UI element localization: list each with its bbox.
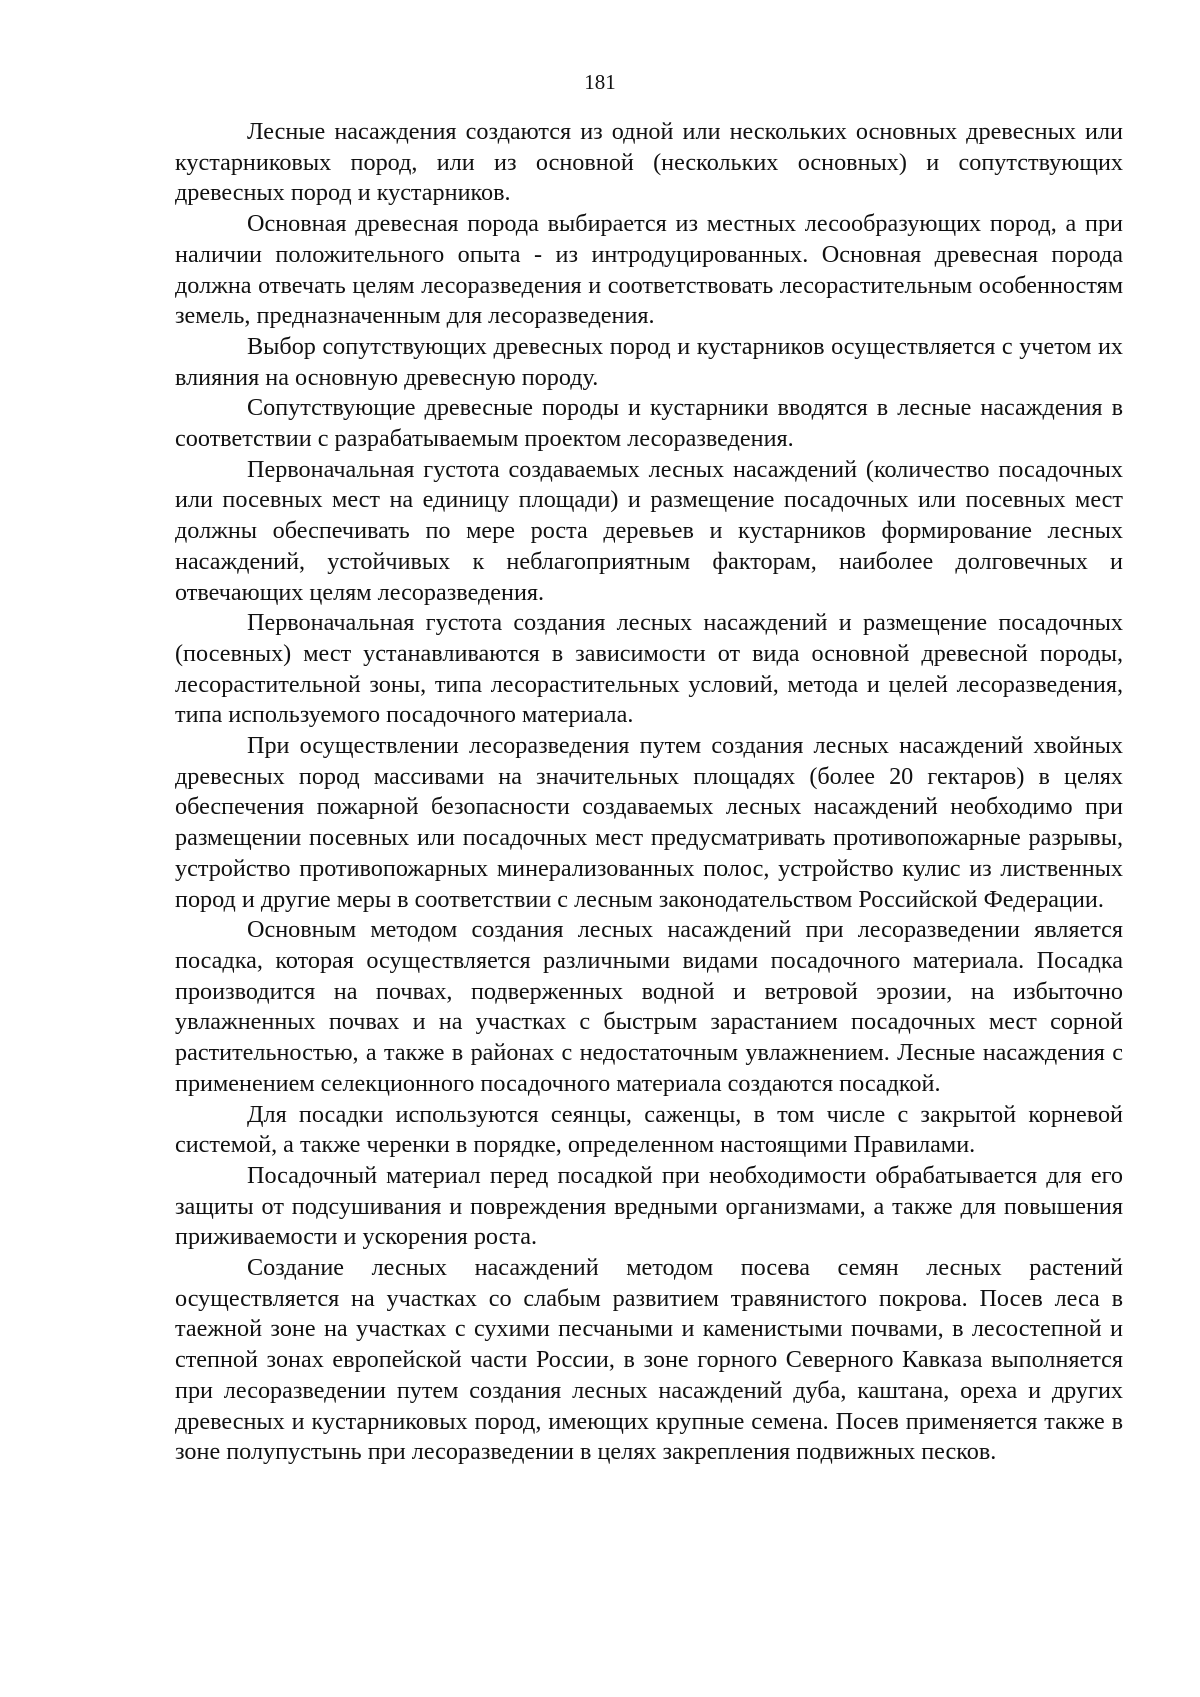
paragraph: Выбор сопутствующих древесных пород и кустарников осуществляется с учетом их влияния на основную древесную породу.	[175, 332, 1123, 391]
paragraph: Сопутствующие древесные породы и кустарники вводятся в лесные насаждения в соответствии с разрабатываемым проектом лесоразведения.	[175, 394, 1123, 453]
body-text	[175, 117, 1123, 1468]
paragraph: Основная древесная порода выбирается из местных лесообразующих пород, а при наличии положительного опыта - из интродуцированных. Основная древесная порода должна отвечать целям лесоразведения и соответствовать лесорастительным особенностям земель, предназначенным для лесоразведения.	[175, 210, 1123, 330]
paragraph: Для посадки используются сеянцы, саженцы, в том числе с закрытой корневой системой, а также черенки в порядке, определенном настоящими Правилами.	[175, 1100, 1123, 1159]
paragraph: При осуществлении лесоразведения путем создания лесных насаждений хвойных древесных пород массивами на значительных площадях (более 20 гектаров) в целях обеспечения пожарной безопасности создаваемых лесных насаждений необходимо при размещении посевных или посадочных мест предусматривать противопожарные разрывы, устройство противопожарных минерализованных полос, устройство кулис из лиственных пород и другие меры в соответствии с лесным законодательством Российской Федерации.	[175, 732, 1123, 913]
paragraph: Основным методом создания лесных насаждений при лесоразведении является посадка, которая осуществляется различными видами посадочного материала. Посадка производится на почвах, подверженных водной и ветровой эрозии, на избыточно увлажненных почвах и на участках с быстрым зарастанием посадочных мест сорной растительностью, а также в районах с недостаточным увлажнением. Лесные насаждения с применением селекционного посадочного материала создаются посадкой.	[175, 916, 1123, 1097]
paragraph: Посадочный материал перед посадкой при необходимости обрабатывается для его защиты от подсушивания и повреждения вредными организмами, а также для повышения приживаемости и ускорения роста.	[175, 1161, 1123, 1251]
paragraph: Первоначальная густота создания лесных насаждений и размещение посадочных (посевных) мест устанавливаются в зависимости от вида основной древесной породы, лесорастительной зоны, типа лесорастительных условий, метода и целей лесоразведения, типа используемого посадочного материала.	[175, 609, 1123, 729]
paragraph: Создание лесных насаждений методом посева семян лесных растений осуществляется на участках со слабым развитием травянистого покрова. Посев леса в таежной зоне на участках с сухими песчаными и каменистыми почвами, в лесостепной и степной зонах европейской части России, в зоне горного Северного Кавказа выполняется при лесоразведении путем создания лесных насаждений дуба, каштана, ореха и других древесных и кустарниковых пород, имеющих крупные семена. Посев применяется также в зоне полупустынь при лесоразведении в целях закрепления подвижных песков.	[175, 1254, 1123, 1466]
page-number: 181	[584, 70, 616, 94]
paragraph: Лесные насаждения создаются из одной или нескольких основных древесных или кустарниковых пород, или из основной (нескольких основных) и сопутствующих древесных пород и кустарников.	[175, 118, 1123, 207]
paragraph: Первоначальная густота создаваемых лесных насаждений (количество посадочных или посевных мест на единицу площади) и размещение посадочных или посевных мест должны обеспечивать по мере роста деревьев и кустарников формирование лесных насаждений, устойчивых к неблагоприятным факторам, наиболее долговечных и отвечающих целям лесоразведения.	[175, 455, 1123, 606]
